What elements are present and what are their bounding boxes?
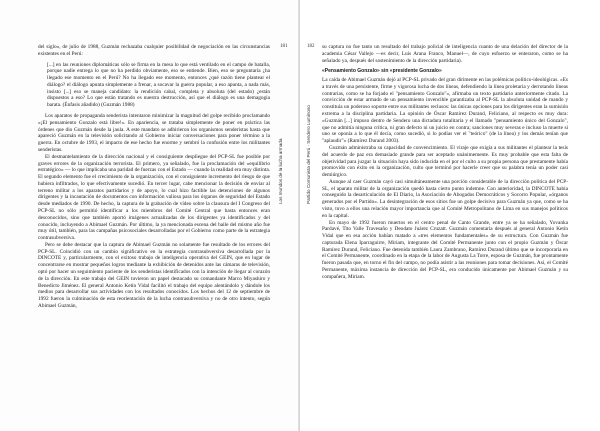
left-page-text <box>38 44 270 310</box>
right-page <box>300 0 600 431</box>
paragraph: Pero se debe destacar que la captura de Abimael Guzmán no solamente fue resultado de los errores del PCP-SL. Coincidió con un cambio significativo en la estrategia contrasubversiva desarrollada por la DINCOTE y, particularmente, con el exitoso trabajo de inteligencia operativa del GEIN, que en lugar de concentrarse en mostrar pequeños logros mediante la exhibición de detenidos ante las cámaras de televisión, optó por hacer un seguimiento paciente de los senderistas identificados con la intención de llegar al corazón de la dirección. En este trabajo del GEIN tuvieron un papel destacado su comandante Marco Miyashiro y Benedicto Jiménez. El general Antonio Ketín Vidal facilitó el trabajo del equipo alentándolo y dándole los medios para desarrollar sus actividades con los resultados conocidos. Los hechos del 12 de septiembre de 1992 fueron la culminación de esta reorientación de la lucha contrasubversiva y no de otro intento, según Abimael Guzmán, <box>38 241 270 309</box>
paragraph: Guzmán administraba su capacidad de convencimiento. El viraje que exigía a sus militantes el plantear la tesis del acuerdo de paz era demasiado grande para ser aceptado unánimemente. Es muy probable que esta falta de objetividad para juzgar la situación haya sido inducida en el por el culto a su propia persona que prestamente había promovido con éxito en la organización, culto que terminó por hacerle creer que su palabra tenía un poder casi demiúrgico. <box>322 144 568 179</box>
running-head: Partido Comunista del Perú · Sendero Luminoso <box>306 105 311 204</box>
running-head: Los mundos de la lucha armada <box>278 138 283 204</box>
paragraph: El desmantelamiento de la dirección nacional y el consiguiente despliegue del PCP-SL fue posible por graves errores de la organización terrorista. El primero, ya señalado, fue la proclamación del «equilibrio estratégico» — lo que implicaba una paridad de fuerzas con el Estado — cuando la realidad era muy distinta. El segundo elemento fue el crecimiento de la organización, con el consiguiente incremento del riesgo de que hubiera infiltrados, lo que efectivamente sucedió. En tercer lugar, cabe mencionar la decisión de enviar al terreno militar a los aparatos partidarios y de apoyo, lo cual hizo factible las detenciones de algunos dirigentes y la incautación de documentos con información valiosa para los órganos de seguridad del Estado desde mediados de 1990. De hecho, la captura de la grabación de vídeo sobre la clausura del I Congreso del PCP-SL no sólo permitió identificar a los miembros del Comité Central que hasta entonces eran desconocidos, sino que también aportó imágenes actualizadas de los dirigentes ya identificados y del conocido, incluyendo a Abimael Guzmán. Por último, la ya mencionada escena del baile del mismo año fue muy útil, también, para las campañas psicosociales desarrolladas por el Gobierno como parte de la estrategia contrasubversiva. <box>38 153 270 242</box>
right-page-text <box>322 44 568 281</box>
page-number: 181 <box>280 44 288 49</box>
paragraph: del siglo», de julio de 1988, Guzmán rechazaba cualquier posibilidad de negociación en las circunstancias existentes en el Perú: <box>38 44 270 57</box>
block-quote: [...] en las reuniones diplomáticas sólo se firma en la mesa lo que está ventilado en el campo de batalla, porque nadie entrega lo que no ha perdido obviamente, eso se entiende. Bien, eso se preguntaría ¿ha llegado ese momento en el Perú? No ha llegado ese momento, entonces ¿qué razón tiene plantear el diálogo? el diálogo apunta simplemente a frenar, a socavar la guerra popular, a eso apunta, a nada más, insisto [...] eso se maneja candidato: la rendición cabal, completa y absoluta (del estado) ¿están dispuestos a eso? Lo que están tratando es nuestra destrucción, así que el diálogo es una demagogia barata. (Énfasis añadido) (Guzmán 1988) <box>47 61 270 109</box>
paragraph: En mayo de 1992 fueron muertos en el centro penal de Canto Grande, entre ya se ha señalado, Yovanka Pardavé, Tito Valle Travesaño y Deodato Juárez Cruzatt. Guzmán comentaría después al general Antonio Ketín Vidal que en esa acción habían matado a «tres elementos fundamentales» de su estructura. Con Guzmán fue capturada Elena Iparraguirre, Miriam, integrante del Comité Permanente junto con el propio Guzmán y Óscar Ramírez Durand, Feliciano. Fue detenida también Laura Zambrano, Ramírez Durand último que se incorporaría en el Comité Permanente, coordinado en la etapa de la labor de Augusta La Torre, esposa de Guzmán, fue prontamente fueron pasada que, en torno el fin del campo, no podía asistir a las reuniones para tomar decisiones. Así, el Comité Permanente, máxima instancia de dirección del PCP-SL, era conducido únicamente por Abimael Guzmán y su compañera, Miriam. <box>322 219 568 280</box>
paragraph: La caída de Abimael Guzmán dejó al PCP-SL privado del gran dirimente en las polémicas político-ideológicas. «Es a través de una persistente, firme y vigorosa lucha de dos líneas, defendiendo la línea proletaria y derrotando líneas contrarias, como se ha forjado el "pensamiento Gonzalo"», afirmaba un texto partidario anteriormente citado. La convicción de estar armado de un pensamiento invencible garantizaba al PCP-SL la absoluta unidad de mando y constituía un poderoso soporte entre sus militantes reclusos: las únicas opciones para los dirigentes eran la sumisión extrema a la disciplina partidaria. La opinión de Óscar Ramírez Durand, Feliciano, al respecto es muy dura: «Guzmán [...] impuso dentro de Sendero una dictadura totalitaria y el llamado "pensamiento único del Gonzalo", que no admitía ninguna crítica, ni gran defecto ni un juicio en contra; sanciones muy severas e incluso la muerte si uno se oponía a lo que él decía, como sucedió, si lo podías ver el "teórico" (de la línea) y los demás tenían que "aplaudir"» (Ramírez Durand 2003). <box>322 77 568 145</box>
paragraph: Aunque al caer Guzmán cayó casi simultáneamente una porción considerable de la dirección política del PCP-SL, el aparato militar de la organización quedó hasta cierto punto indemne. Con anterioridad, la DINCOTE había conseguido la desarticulación de El Diario, la Asociación de Abogados Democráticos y Socorro Popular, «órganos generados por el Partido». La desintegración de esos sitios fue un golpe decisivo para Guzmán ya que, como se ha visto, tuvo a ellos una relación mayor importancia que al Comité Metropolitano de Lima en sus manejos políticos en la capital. <box>322 178 568 219</box>
paragraph: su captura no fue tanto un resultado del trabajo policial de inteligencia cuanto de una delación del director de la academia César Vallejo —es decir, Luis Arana Franco, Manuel—, de cuyo esfuerzo se enteraron, como se ha señalado ya, después del sostenimiento de la dirección partidaria). <box>322 44 568 64</box>
paragraph: Los aparatos de propaganda senderista intentaron minimizar la magnitud del golpe recibido proclamando «¡El pensamiento Gonzalo está libre!». En apariencia, se trataba simplemente de poner en práctica las órdenes que dio Guzmán desde la jaula. A este mandato se adhirieron los organismos senderistas hasta que apareció Guzmán en la televisión solicitando al Gobierno iniciar conversaciones para poner término a la guerra. En octubre de 1993, el impacto de ese hecho fue enorme y sembró la confusión entre los militantes senderistas. <box>38 113 270 153</box>
page-number: 182 <box>307 44 315 49</box>
section-heading: «Pensamiento Gonzalo» sin «presidente Gonzalo» <box>322 68 442 75</box>
